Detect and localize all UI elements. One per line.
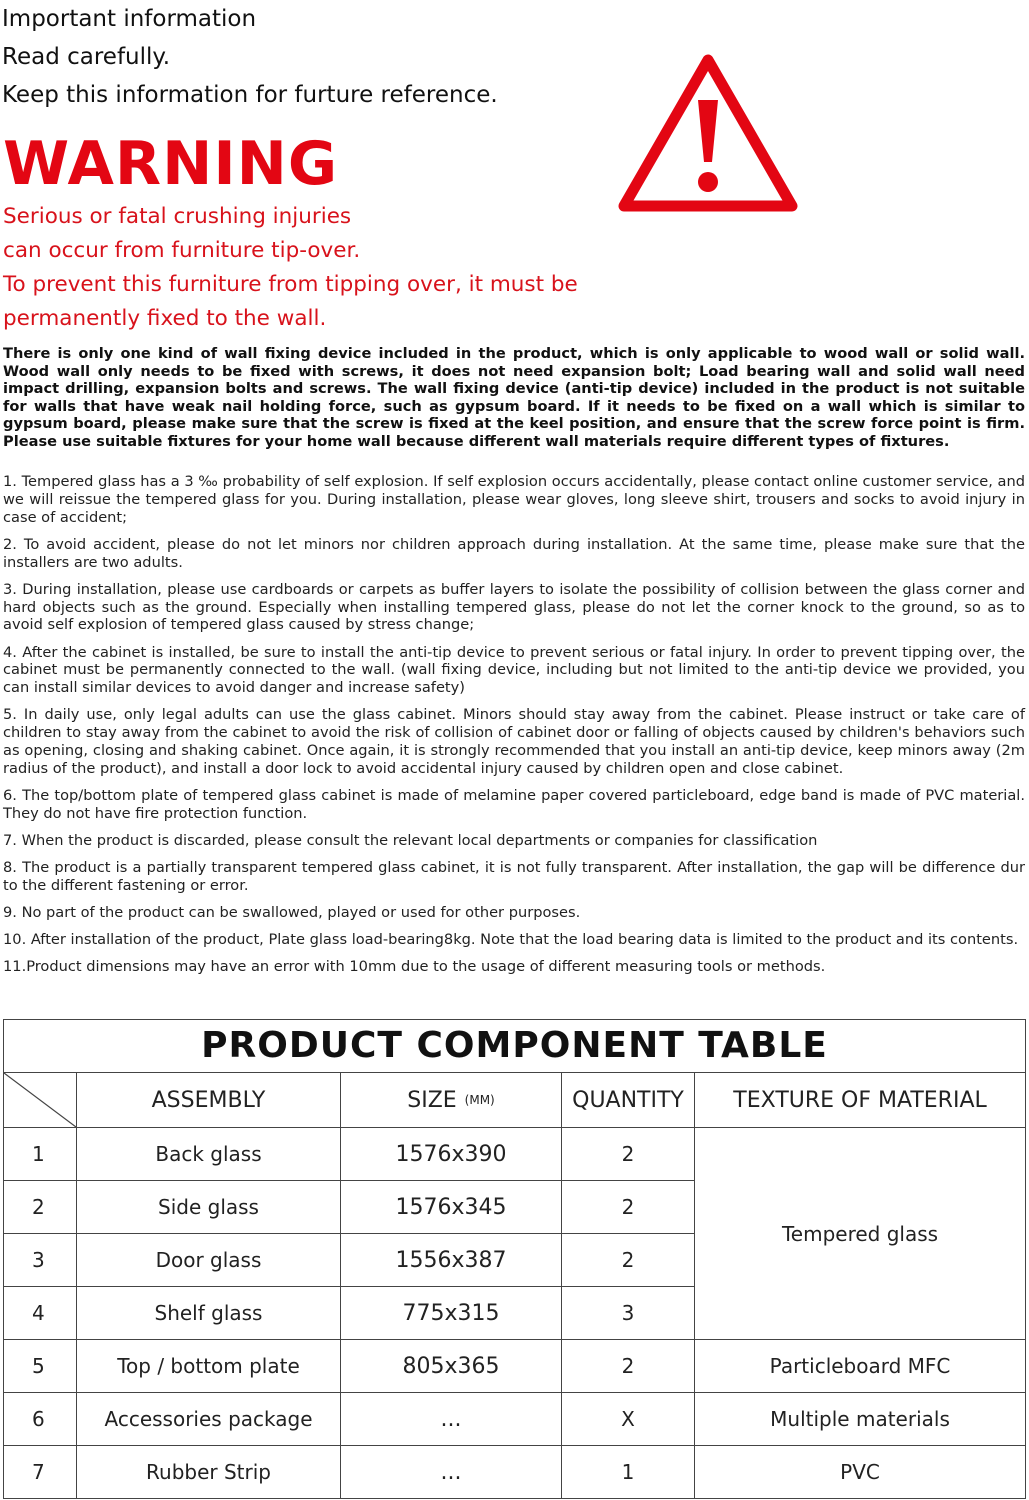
row-size: 805x365: [341, 1340, 562, 1393]
row-quantity: 2: [562, 1181, 695, 1234]
material-particleboard: Particleboard MFC: [695, 1340, 1026, 1393]
table-title: PRODUCT COMPONENT TABLE: [4, 1020, 1026, 1073]
row-number: 2: [4, 1181, 77, 1234]
note-item: 10. After installation of the product, Plate glass load-bearing8kg. Note that the load bearing data is limited to the product and its contents.: [3, 931, 1019, 949]
note-item: 11.Product dimensions may have an error with 10mm due to the usage of different measuring tools or methods.: [3, 958, 826, 976]
row-quantity: 1: [562, 1446, 695, 1499]
warning-line: can occur from furniture tip-over.: [3, 238, 361, 263]
row-size: 1576x345: [341, 1181, 562, 1234]
warning-triangle-icon: [616, 50, 800, 216]
product-component-table: [3, 1019, 1026, 1499]
table-row: [4, 1393, 1026, 1446]
row-quantity: 3: [562, 1287, 695, 1340]
notes-list: [3, 473, 1025, 986]
row-size: ...: [341, 1446, 562, 1499]
header-size-unit: (MM): [464, 1092, 495, 1107]
table-header-row: [4, 1073, 1026, 1128]
warning-line: Serious or fatal crushing injuries: [3, 204, 352, 229]
row-number: 5: [4, 1340, 77, 1393]
note-item: 4. After the cabinet is installed, be sure to install the anti-tip device to prevent serious or fatal injury. In order to prevent tipping over, the cabinet must be permanently connected to the wall. (wall fixing device, including but not limited to the anti-tip device we provided, you can install similar devices to avoid danger and increase safety): [3, 643, 1025, 697]
header-quantity: QUANTITY: [562, 1073, 695, 1128]
wall-fixing-paragraph: There is only one kind of wall fixing device included in the product, which is only applicable to wood wall or solid wall. Wood wall only needs to be fixed with screws, it does not need expansion bolt; Load bearing wall and solid wall need impact drilling, expansion bolts and screws. The wall fixing device (anti-tip device) included in the product is not suitable for walls that have weak nail holding force, such as gypsum board. If it needs to be fixed on a wall which is similar to gypsum board, please make sure that the screw is fixed at the keel position, and ensure that the screw force point is firm. Please use suitable fixtures for your home wall because different wall materials require different types of fixtures.: [3, 345, 1025, 450]
note-item: 8. The product is a partially transparent tempered glass cabinet, it is not fully transparent. After installation, the gap will be difference dur to the different fastening or error.: [3, 859, 1025, 894]
intro-read-carefully: Read carefully.: [2, 44, 171, 70]
row-assembly: Side glass: [77, 1181, 341, 1234]
row-number: 6: [4, 1393, 77, 1446]
row-assembly: Door glass: [77, 1234, 341, 1287]
row-number: 1: [4, 1128, 77, 1181]
intro-heading: Important information: [2, 6, 257, 32]
row-number: 3: [4, 1234, 77, 1287]
row-assembly: Rubber Strip: [77, 1446, 341, 1499]
header-material: TEXTURE OF MATERIAL: [695, 1073, 1026, 1128]
row-quantity: X: [562, 1393, 695, 1446]
row-assembly: Accessories package: [77, 1393, 341, 1446]
note-item: 9. No part of the product can be swallowed, played or used for other purposes.: [3, 904, 581, 922]
row-size: 1576x390: [341, 1128, 562, 1181]
material-multiple: Multiple materials: [695, 1393, 1026, 1446]
material-tempered-glass: Tempered glass: [695, 1128, 1026, 1340]
row-size: ...: [341, 1393, 562, 1446]
note-item: 6. The top/bottom plate of tempered glass cabinet is made of melamine paper covered particleboard, edge band is made of PVC material. They do not have fire protection function.: [3, 786, 1025, 822]
intro-keep-info: Keep this information for furture reference.: [2, 82, 498, 108]
warning-line: To prevent this furniture from tipping over, it must be: [3, 272, 578, 297]
header-corner-cell: [4, 1073, 77, 1128]
row-number: 7: [4, 1446, 77, 1499]
warning-line: permanently fixed to the wall.: [3, 306, 327, 331]
component-table-wrap: [3, 1019, 1025, 1498]
row-quantity: 2: [562, 1340, 695, 1393]
note-item: 5. In daily use, only legal adults can use the glass cabinet. Minors should stay away from the cabinet. Please instruct or take care of children to stay away from the cabinet to avoid the risk of collision of cabinet door or falling of objects caused by children's behaviors such as opening, closing and shaking cabinet. Once again, it is strongly recommended that you install an anti-tip device, keep minors away (2m radius of the product), and install a door lock to avoid accidental injury caused by children open and close cabinet.: [3, 706, 1025, 777]
row-number: 4: [4, 1287, 77, 1340]
row-size: 1556x387: [341, 1234, 562, 1287]
table-row: [4, 1446, 1026, 1499]
row-assembly: Top / bottom plate: [77, 1340, 341, 1393]
note-item: 2. To avoid accident, please do not let minors nor children approach during installation. At the same time, please make sure that the installers are two adults.: [3, 535, 1025, 571]
header-size: [341, 1073, 562, 1128]
material-pvc: PVC: [695, 1446, 1026, 1499]
header-assembly: ASSEMBLY: [77, 1073, 341, 1128]
row-quantity: 2: [562, 1234, 695, 1287]
table-row: [4, 1340, 1026, 1393]
row-assembly: Shelf glass: [77, 1287, 341, 1340]
note-item: 1. Tempered glass has a 3 ‰ probability of self explosion. If self explosion occurs accidentally, please contact online customer service, and we will reissue the tempered glass for you. During installation, please wear gloves, long sleeve shirt, trousers and socks to avoid injury in case of accident;: [3, 473, 1025, 526]
row-assembly: Back glass: [77, 1128, 341, 1181]
warning-title: WARNING: [3, 129, 339, 199]
warning-message: [3, 200, 578, 336]
table-row: [4, 1128, 1026, 1181]
note-item: 7. When the product is discarded, please consult the relevant local departments or companies for classification: [3, 831, 818, 849]
note-item: 3. During installation, please use cardboards or carpets as buffer layers to isolate the possibility of collision between the glass corner and hard objects such as the ground. Especially when installing tempered glass, please do not let the corner knock to the ground, so as to avoid self explosion of tempered glass caused by stress change;: [3, 580, 1025, 634]
row-size: 775x315: [341, 1287, 562, 1340]
row-quantity: 2: [562, 1128, 695, 1181]
intro-block: [2, 0, 498, 114]
header-size-label: SIZE: [407, 1087, 457, 1113]
